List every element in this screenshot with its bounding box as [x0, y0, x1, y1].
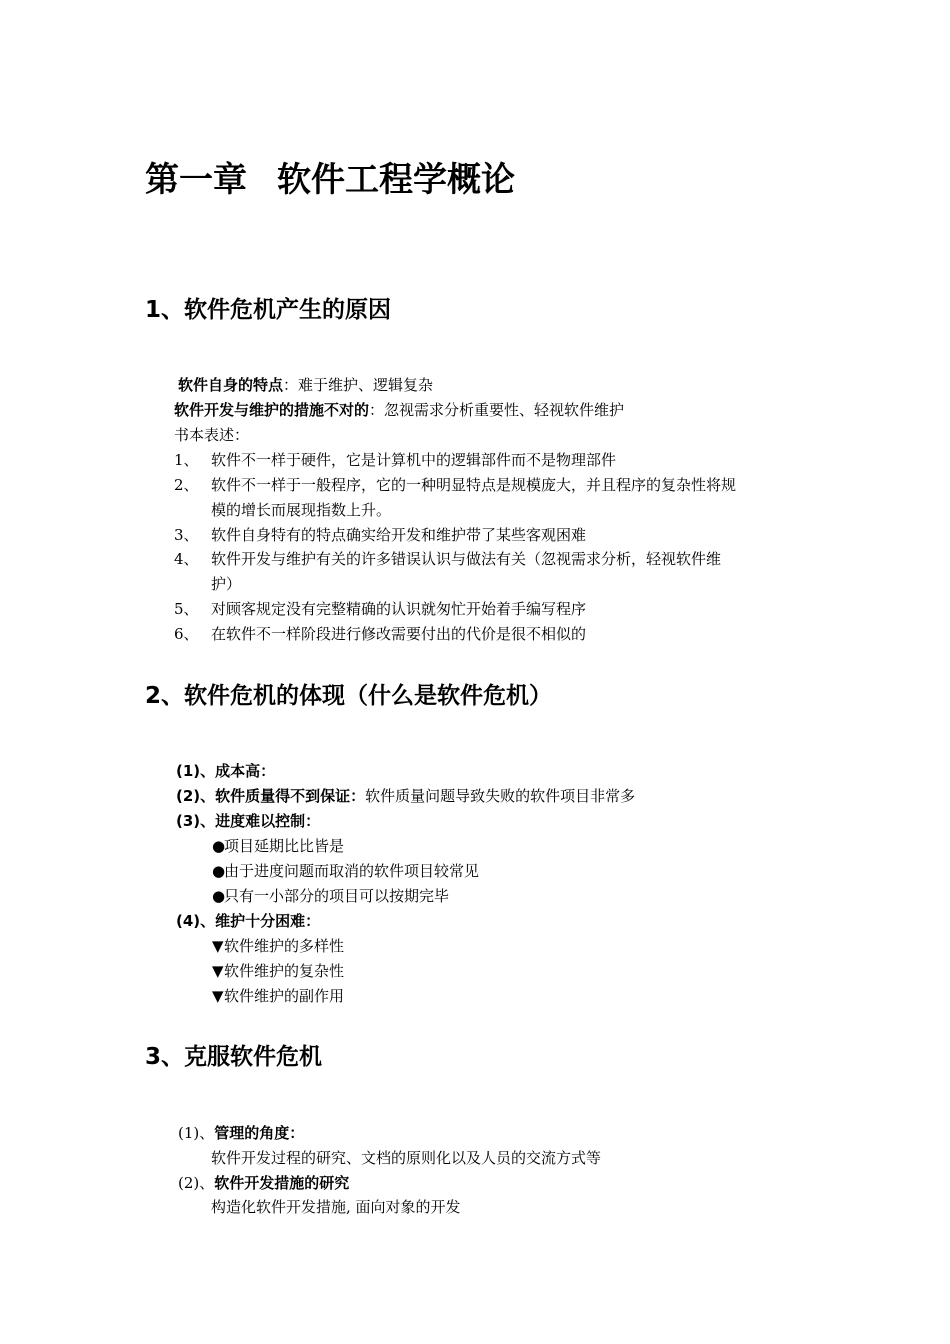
chapter-number: 第一章: [145, 160, 247, 200]
list-item-continuation: 护）: [211, 575, 242, 593]
s2-point-schedule: (3)、进度难以控制：: [176, 812, 321, 830]
s3-point-management-text: 软件开发过程的研究、文档的原则化以及人员的交流方式等: [211, 1149, 602, 1167]
list-item: 3、 软件自身特有的特点确实给开发和维护带了某些客观困难: [174, 526, 587, 544]
triangle-down-icon: ▼: [212, 987, 224, 1005]
list-item: 1、 软件不一样于硬件，它是计算机中的逻辑部件而不是物理部件: [174, 451, 617, 469]
bullet-dot-icon: ●: [212, 887, 226, 905]
chapter-name: 软件工程学概论: [277, 160, 515, 200]
triangle-item: ▼软件维护的复杂性: [212, 962, 345, 980]
chapter-title: [145, 152, 515, 201]
bullet-item: ●只有一小部分的项目可以按期完毕: [212, 887, 450, 905]
s2-point-maintenance: (4)、维护十分困难：: [176, 912, 321, 930]
list-item: 6、 在软件不一样阶段进行修改需要付出的代价是很不相似的: [174, 625, 587, 643]
s2-point-cost: (1)、成本高：: [176, 762, 276, 780]
s3-point-management: (1)、管理的角度：: [178, 1124, 305, 1142]
bullet-dot-icon: ●: [212, 837, 226, 855]
s1-line-features-text: 难于维护、逻辑复杂: [298, 376, 434, 394]
s1-line-features: 软件自身的特点：难于维护、逻辑复杂: [178, 376, 434, 394]
triangle-down-icon: ▼: [212, 962, 224, 980]
triangle-item: ▼软件维护的多样性: [212, 937, 345, 955]
bullet-item: ●项目延期比比皆是: [212, 837, 345, 855]
s1-book-label: 书本表述：: [174, 426, 250, 444]
list-item-continuation: 模的增长而展现指数上升。: [211, 501, 392, 519]
s3-point-methods: (2)、软件开发措施的研究: [178, 1174, 350, 1192]
s1-line-features-label: 软件自身的特点: [178, 376, 284, 394]
s1-line-measures-label: 软件开发与维护的措施不对的: [174, 401, 370, 419]
section2-heading: 2、软件危机的体现（什么是软件危机）: [145, 683, 553, 709]
section1-heading: 1、软件危机产生的原因: [145, 297, 392, 323]
s1-line-measures-text: 忽视需求分析重要性、轻视软件维护: [384, 401, 625, 419]
s2-point-quality: (2)、软件质量得不到保证：软件质量问题导致失败的软件项目非常多: [176, 787, 636, 805]
section3-heading: 3、克服软件危机: [145, 1044, 323, 1070]
triangle-item: ▼软件维护的副作用: [212, 987, 345, 1005]
s3-point-methods-text: 构造化软件开发措施, 面向对象的开发: [211, 1198, 461, 1216]
list-item: 5、 对顾客规定没有完整精确的认识就匆忙开始着手编写程序: [174, 600, 587, 618]
bullet-item: ●由于进度问题而取消的软件项目较常见: [212, 862, 480, 880]
list-item: 2、 软件不一样于一般程序，它的一种明显特点是规模庞大，并且程序的复杂性将规: [174, 476, 737, 494]
bullet-dot-icon: ●: [212, 862, 226, 880]
triangle-down-icon: ▼: [212, 937, 224, 955]
list-item: 4、 软件开发与维护有关的许多错误认识与做法有关（忽视需求分析，轻视软件维: [174, 550, 722, 568]
s1-line-measures: 软件开发与维护的措施不对的：忽视需求分析重要性、轻视软件维护: [174, 401, 625, 419]
